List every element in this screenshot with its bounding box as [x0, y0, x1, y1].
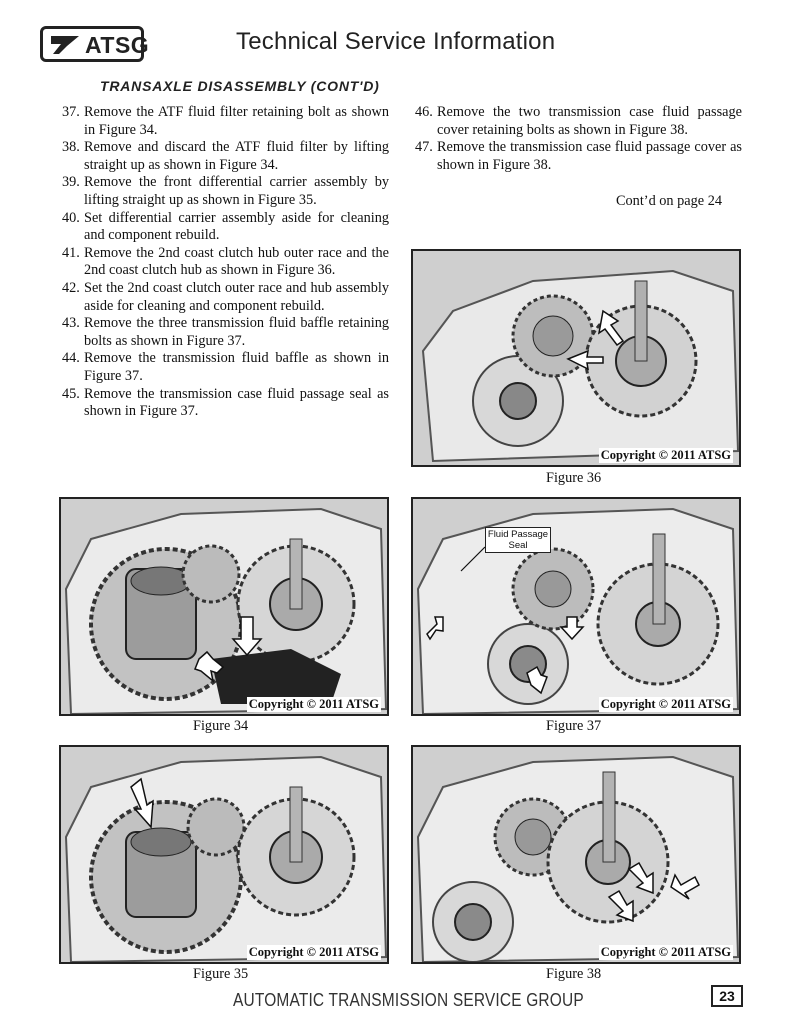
step-number: 41. — [62, 244, 80, 261]
transmission-case-illustration — [413, 747, 741, 964]
atsg-logo — [40, 26, 150, 62]
copyright-label: Copyright © 2011 ATSG — [600, 697, 731, 711]
copyright-label: Copyright © 2011 ATSG — [600, 448, 731, 462]
step-text: Set differential carrier assembly aside for cleaning and component rebuild. — [84, 209, 389, 244]
step-item — [415, 104, 742, 139]
step-text: Remove the two transmission case fluid passage cover retaining bolts as shown in Figure 38. — [437, 104, 742, 138]
transmission-case-illustration — [413, 499, 741, 716]
step-text: Remove the ATF fluid filter retaining bolt as shown in Figure 34. — [84, 104, 389, 138]
continued-note: Cont’d on page 24 — [616, 193, 723, 209]
figure-35-caption: Figure 35 — [193, 966, 249, 982]
section-title: TRANSAXLE DISASSEMBLY (CONT'D) — [100, 78, 380, 94]
figure-37-caption: Figure 37 — [546, 718, 602, 734]
step-item — [62, 210, 389, 245]
step-number: 45. — [62, 385, 80, 402]
step-item — [415, 139, 742, 174]
step-text: Remove the 2nd coast clutch hub outer race and the 2nd coast clutch hub as shown in Figure 36. — [84, 244, 389, 279]
figure-34-photo — [59, 497, 389, 716]
footer-text: AUTOMATIC TRANSMISSION SERVICE GROUP — [233, 990, 584, 1010]
step-number: 37. — [62, 104, 80, 120]
step-number: 44. — [62, 350, 80, 367]
transmission-case-illustration — [413, 251, 741, 467]
step-number: 39. — [62, 174, 80, 191]
step-number: 46. — [415, 104, 433, 120]
step-number: 38. — [62, 139, 80, 156]
step-number: 40. — [62, 209, 80, 226]
step-item — [62, 280, 389, 315]
step-item — [62, 174, 389, 209]
figure-36-photo — [411, 249, 741, 467]
step-text: Remove the transmission case fluid passage seal as shown in Figure 37. — [84, 385, 389, 420]
step-text: Remove the three transmission fluid baffle retaining bolts as shown in Figure 37. — [84, 315, 389, 349]
page-title: Technical Service Information — [236, 28, 556, 55]
step-item — [62, 245, 389, 280]
figure-38-photo — [411, 745, 741, 964]
copyright-label: Copyright © 2011 ATSG — [600, 945, 731, 959]
fluid-passage-seal-callout: Fluid Passage Seal — [485, 527, 551, 553]
logo-emblem-icon — [49, 34, 81, 56]
step-item — [62, 104, 389, 139]
step-number: 42. — [62, 279, 80, 296]
page-number: 23 — [711, 985, 743, 1007]
figure-38-caption: Figure 38 — [546, 966, 602, 982]
step-item — [62, 386, 389, 421]
logo-text: ATSG — [85, 32, 150, 58]
steps-right-column — [415, 104, 742, 174]
figure-35-photo — [59, 745, 389, 964]
transmission-case-illustration — [61, 499, 389, 716]
figure-37-photo — [411, 497, 741, 716]
step-number: 47. — [415, 139, 433, 156]
figure-34-caption: Figure 34 — [193, 718, 249, 734]
step-text: Remove the transmission fluid baffle as shown in Figure 37. — [84, 350, 389, 384]
step-text: Remove the front differential carrier assembly by lifting straight up as shown in Figure 35. — [84, 174, 389, 208]
copyright-label: Copyright © 2011 ATSG — [248, 697, 379, 711]
copyright-label: Copyright © 2011 ATSG — [248, 945, 379, 959]
step-text: Remove the transmission case fluid passage cover as shown in Figure 38. — [437, 139, 742, 173]
figure-36-caption: Figure 36 — [546, 470, 602, 486]
step-item — [62, 350, 389, 385]
step-text: Set the 2nd coast clutch outer race and hub assembly aside for cleaning and component rebuild. — [84, 279, 389, 314]
step-item — [62, 139, 389, 174]
steps-left-column — [62, 104, 389, 421]
step-text: Remove and discard the ATF fluid filter by lifting straight up as shown in Figure 34. — [84, 139, 389, 173]
step-item — [62, 315, 389, 350]
transmission-case-illustration — [61, 747, 389, 964]
step-number: 43. — [62, 315, 80, 332]
